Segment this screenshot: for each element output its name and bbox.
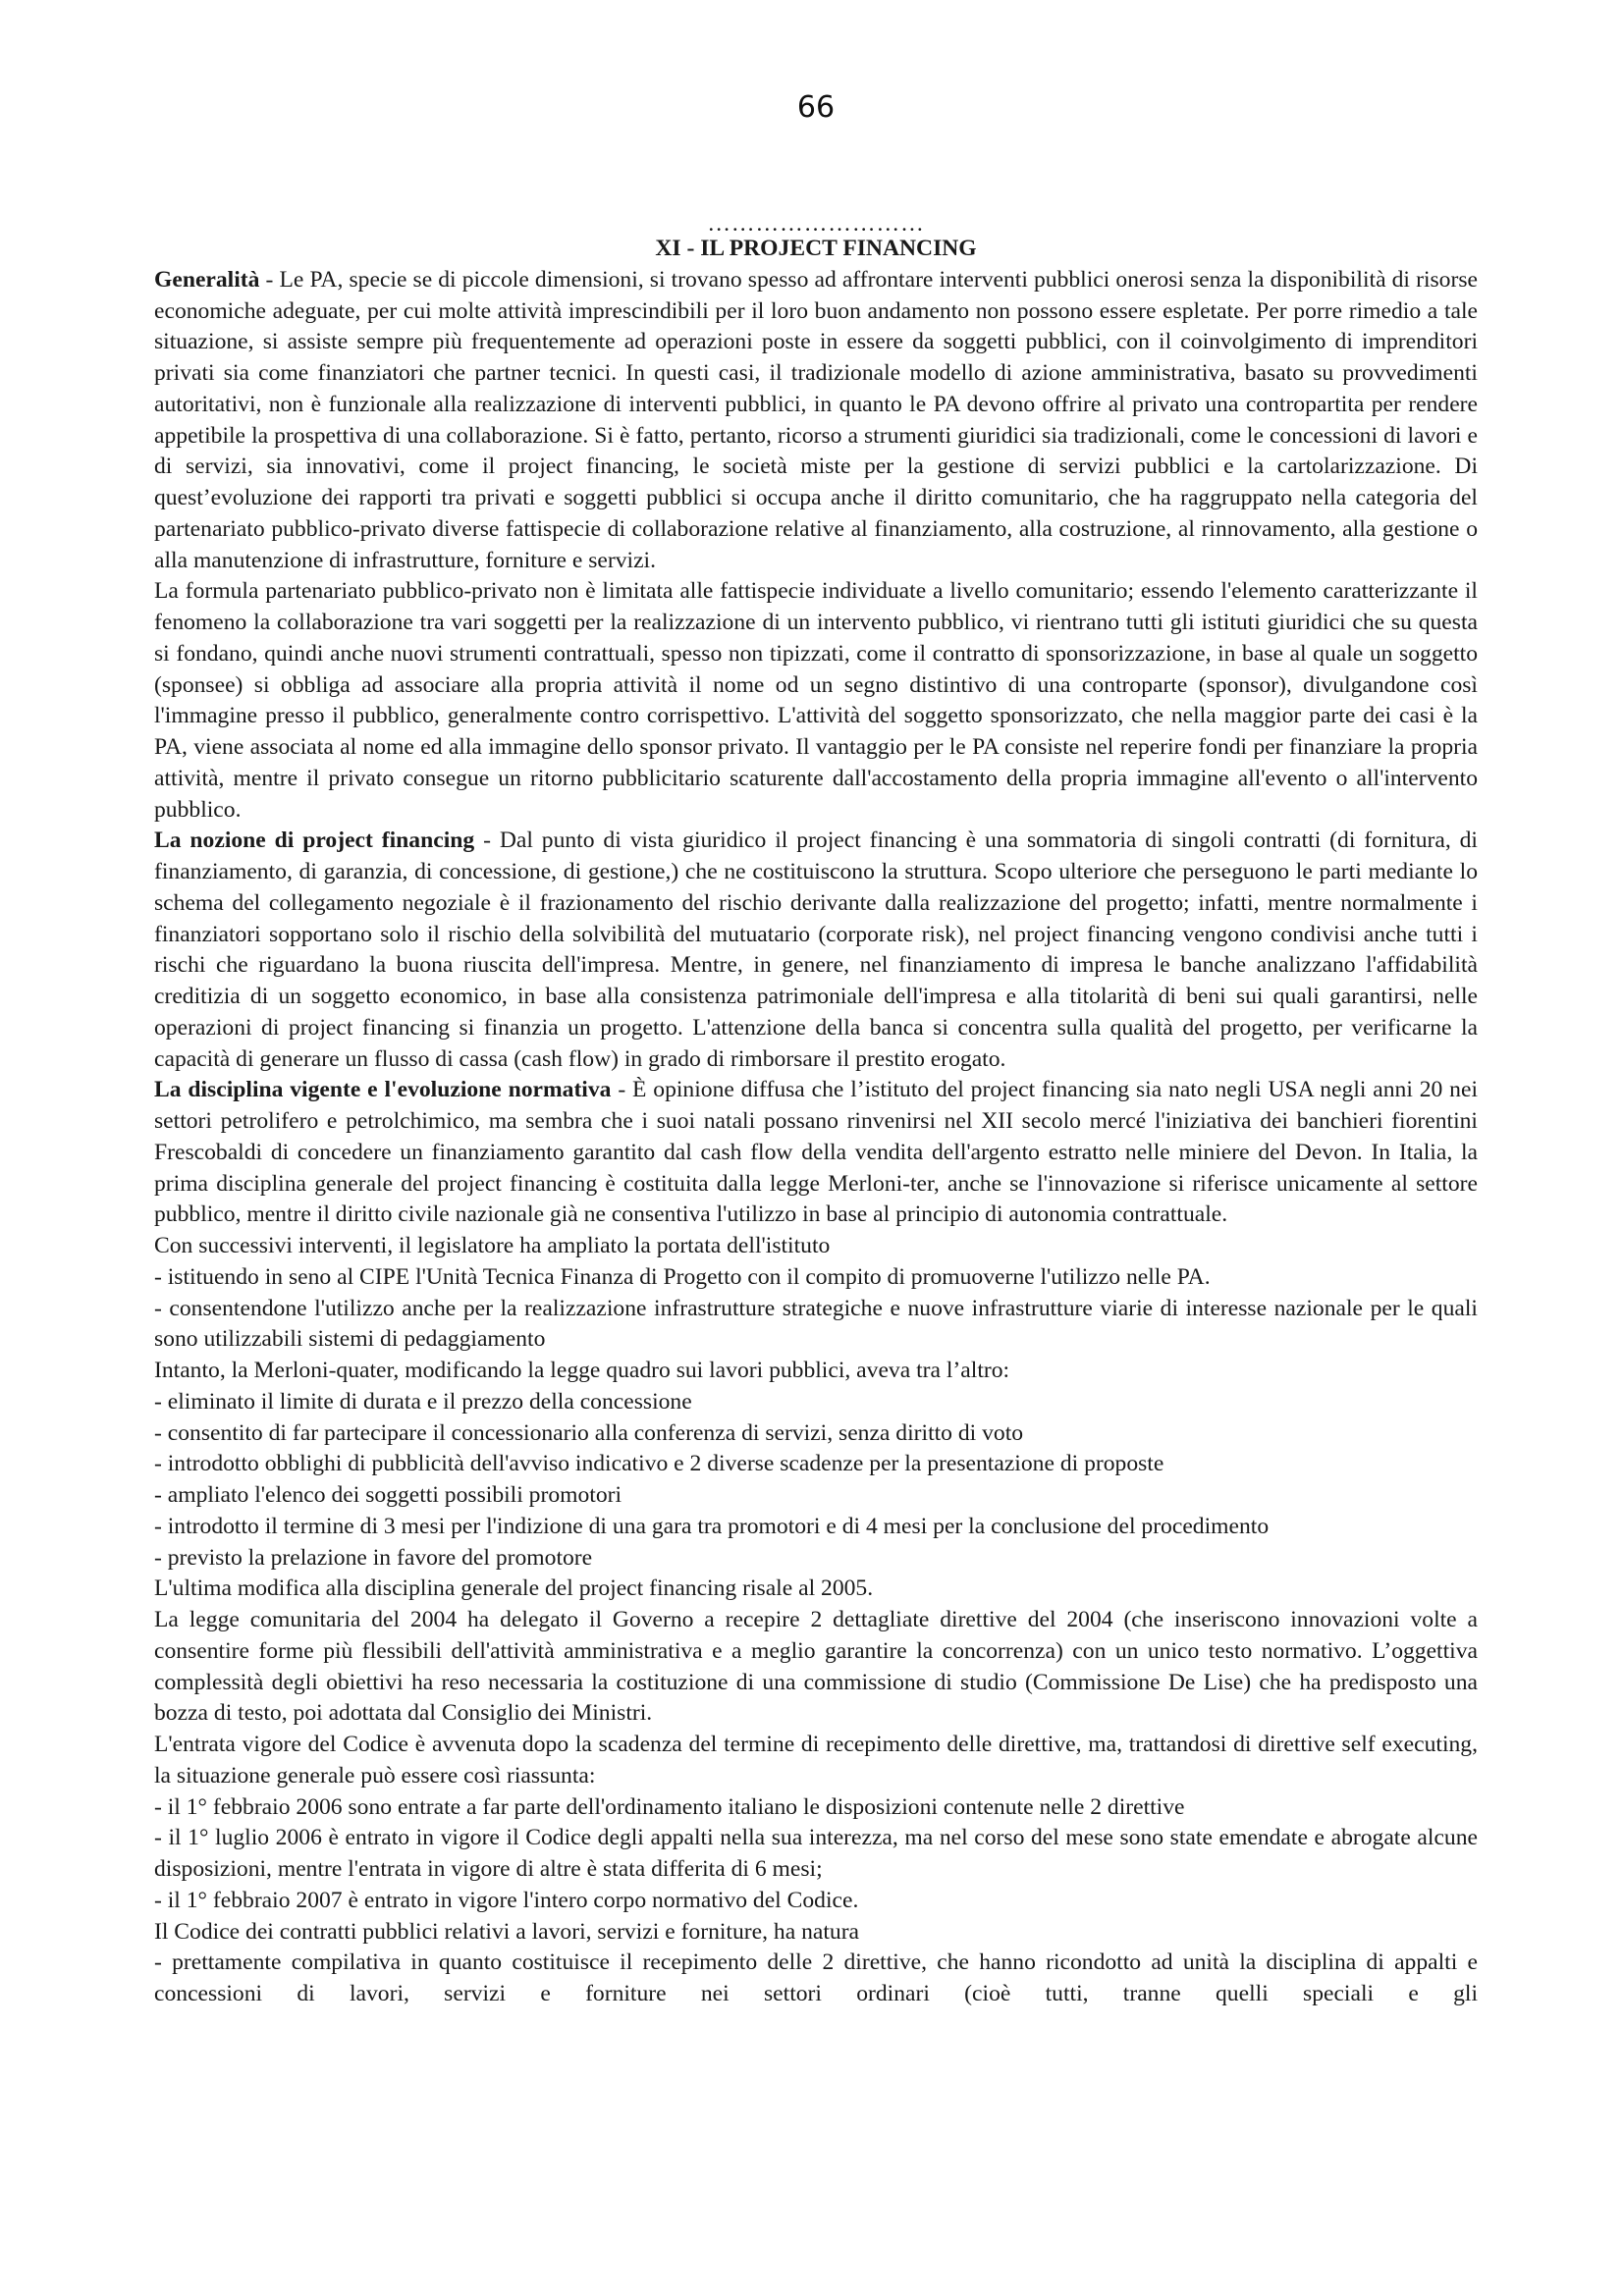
list-item: - prettamente compilativa in quanto costituisce il recepimento delle 2 direttive, che hanno ricondotto ad unità la disciplina di appalti e concessioni di lavori, servizi e forniture nei settori ordinari (cioè tutti, tranne quelli speciali e gli	[154, 1949, 1478, 2006]
text-line: Il Codice dei contratti pubblici relativi a lavori, servizi e forniture, ha natura	[154, 1918, 860, 1945]
paragraph-legge-comunitaria: La legge comunitaria del 2004 ha delegato il Governo a recepire 2 dettagliate direttive del 2004 (che inseriscono innovazioni volte a consentire forme più flessibili dell'attività amministrativa e a meglio garantire la concorrenza) con un unico testo normativo. L’oggettiva complessità degli obiettivi ha reso necessaria la costituzione di una commissione di studio (Commissione De Lise) che ha predisposto una bozza di testo, poi adottata dal Consiglio dei Ministri.	[154, 1607, 1478, 1727]
heading-disciplina: La disciplina vigente e l'evoluzione normativa	[154, 1077, 612, 1103]
list-item: - istituendo in seno al CIPE l'Unità Tecnica Finanza di Progetto con il compito di promuoverne l'utilizzo nelle PA.	[154, 1263, 1211, 1290]
heading-nozione: La nozione di project financing	[154, 828, 475, 854]
paragraph-nozione	[154, 826, 1478, 1075]
text-line: Intanto, la Merloni-quater, modificando la legge quadro sui lavori pubblici, aveva tra l’altro:	[154, 1358, 1010, 1383]
paragraph-entrata-vigore: L'entrata vigore del Codice è avvenuta dopo la scadenza del termine di recepimento delle direttive, ma, trattandosi di direttive self executing, la situazione generale può essere così riassunta:	[154, 1732, 1478, 1789]
text-line: L'ultima modifica alla disciplina generale del project financing risale al 2005.	[154, 1575, 874, 1602]
document-page	[154, 88, 1478, 2010]
list-item: - consentendone l'utilizzo anche per la realizzazione infrastrutture strategiche e nuove infrastrutture viarie di interesse nazionale per le quali sono utilizzabili sistemi di pedaggiamento	[154, 1295, 1478, 1353]
list-item: - il 1° luglio 2006 è entrato in vigore il Codice degli appalti nella sua interezza, ma nel corso del mese sono state emendate e abrogate alcune disposizioni, mentre l'entrata in vigore di altre è stata differita di 6 mesi;	[154, 1825, 1478, 1882]
text-disciplina: - È opinione diffusa che l’istituto del project financing sia nato negli USA negli anni 20 nei settori petrolifero e petrolchimico, ma sembra che i suoi natali possano rinvenirsi nel XII secolo mercé l'iniziativa dei banchieri fiorentini Frescobaldi di concedere un finanziamento garantito dal cash flow della vendita dell'argento estratto nelle miniere del Devon. In Italia, la prima disciplina generale del project financing è costituita dalla legge Merloni-ter, anche se l'innovazione si riferisce unicamente al settore pubblico, mentre il diritto civile nazionale già ne consentiva l'utilizzo in base al principio di autonomia contrattuale.	[154, 1077, 1478, 1228]
list-item: - introdotto obblighi di pubblicità dell'avviso indicativo e 2 diverse scadenze per la presentazione di proposte	[154, 1451, 1164, 1477]
list-item: - ampliato l'elenco dei soggetti possibili promotori	[154, 1482, 622, 1508]
list-item: - consentito di far partecipare il concessionario alla conferenza di servizi, senza diritto di voto	[154, 1419, 1024, 1446]
list-item: - il 1° febbraio 2007 è entrato in vigore l'intero corpo normativo del Codice.	[154, 1887, 859, 1913]
list-item: - il 1° febbraio 2006 sono entrate a far parte dell'ordinamento italiano le disposizioni contenute nelle 2 direttive	[154, 1793, 1185, 1820]
paragraph-partenariato: La formula partenariato pubblico-privato non è limitata alle fattispecie individuate a livello comunitario; essendo l'elemento caratterizzante il fenomeno la collaborazione tra vari soggetti per la realizzazione di un intervento pubblico, vi rientrano tutti gli istituti giuridici che su questa si fondano, quindi anche nuovi strumenti contrattuali, spesso non tipizzati, come il contratto di sponsorizzazione, in base al quale un soggetto (sponsee) si obbliga ad associare alla propria attività il nome od un segno distintivo di una controparte (sponsor), divulgandone così l'immagine presso il pubblico, generalmente contro corrispettivo. L'attività del soggetto sponsorizzato, che nella maggior parte dei casi è la PA, viene associata al nome ed alla immagine dello sponsor privato. Il vantaggio per le PA consiste nel reperire fondi per finanziare la propria attività, mentre il privato consegue un ritorno pubblicitario scaturente dall'accostamento della propria immagine all'evento o all'intervento pubblico.	[154, 578, 1478, 823]
chapter-title: XI - IL PROJECT FINANCING	[655, 236, 977, 261]
text-nozione: - Dal punto di vista giuridico il project financing è una sommatoria di singoli contratti (di fornitura, di finanziamento, di garanzia, di concessione, di gestione,) che ne costituiscono la struttura. Scopo ulteriore che perseguono le parti mediante lo schema del collegamento negoziale è il frazionamento del rischio derivante dalla realizzazione del progetto; infatti, mentre normalmente i finanziatori sopportano solo il rischio della solvibilità del mutuatario (corporate risk), nel project financing vengono condivisi anche tutti i rischi che riguardano la buona riuscita dell'impresa. Mentre, in genere, nel finanziamento di impresa le banche analizzano l'affidabilità creditizia di un soggetto economico, in base alla consistenza patrimoniale dell'impresa e alla titolarità di beni sui quali garantirsi, nelle operazioni di project financing si finanzia un progetto. L'attenzione della banca si concentra sulla qualità del progetto, per verificarne la capacità di generare un flusso di cassa (cash flow) in grado di rimborsare il prestito erogato.	[154, 828, 1478, 1072]
text-line: Con successivi interventi, il legislatore ha ampliato la portata dell'istituto	[154, 1233, 831, 1258]
paragraph-disciplina	[154, 1075, 1478, 1231]
list-item: - eliminato il limite di durata e il prezzo della concessione	[154, 1388, 692, 1415]
list-item: - previsto la prelazione in favore del promotore	[154, 1544, 593, 1571]
list-item: - introdotto il termine di 3 mesi per l'indizione di una gara tra promotori e di 4 mesi per la conclusione del procedimento	[154, 1513, 1270, 1539]
heading-generalita: Generalità	[154, 266, 260, 293]
paragraph-generalita	[154, 265, 1478, 577]
page-number: 66	[796, 90, 836, 125]
separator-dots: ………………………	[707, 211, 925, 237]
text-generalita: - Le PA, specie se di piccole dimensioni, si trovano spesso ad affrontare interventi pubblici onerosi senza la disponibilità di risorse economiche adeguate, per cui molte attività imprescindibili per il loro buon andamento non possono essere espletate. Per porre rimedio a tale situazione, si assiste sempre più frequentemente ad operazioni poste in essere da soggetti pubblici, con il coinvolgimento di imprenditori privati sia come finanziatori che partner tecnici. In questi casi, il tradizionale modello di azione amministrativa, basato su provvedimenti autoritativi, non è funzionale alla realizzazione di interventi pubblici, in quanto le PA devono offrire al privato una contropartita per rendere appetibile la prospettiva di una collaborazione. Si è fatto, pertanto, ricorso a strumenti giuridici sia tradizionali, come le concessioni di lavori e di servizi, sia innovativi, come il project financing, le società miste per la gestione di servizi pubblici e la cartolarizzazione. Di quest’evoluzione dei rapporti tra privati e soggetti pubblici si occupa anche il diritto comunitario, che ha raggruppato nella categoria del partenariato pubblico-privato diverse fattispecie di collaborazione relative al finanziamento, alla costruzione, al rinnovamento, alla gestione o alla manutenzione di infrastrutture, forniture e servizi.	[154, 266, 1478, 573]
